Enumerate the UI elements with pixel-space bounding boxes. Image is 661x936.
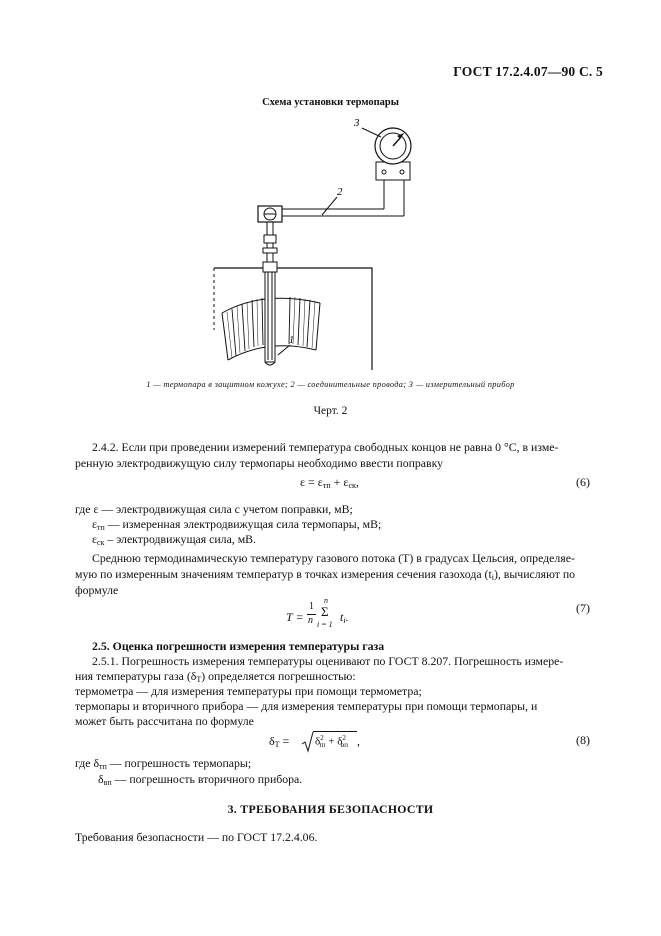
where-epsilon-sk: $\varepsilon_{ск}$ – электродвижущая сила, мВ. bbox=[92, 532, 256, 547]
where-epsilon-tp: $\varepsilon_{тп}$ — измеренная электродвижущая сила термопары, мВ; bbox=[92, 517, 382, 532]
equation-7-number: (7) bbox=[576, 601, 590, 615]
para-2-5-1-line1: 2.5.1. Погрешность измерения температуры оценивают по ГОСТ 8.207. Погрешность измере- bbox=[92, 654, 564, 668]
figure-number: Черт. 2 bbox=[313, 405, 348, 417]
thermocouple-diagram bbox=[0, 0, 661, 380]
equation-8-number: (8) bbox=[576, 733, 590, 747]
equation-6-number: (6) bbox=[576, 475, 590, 489]
figure-title: Схема установки термопары bbox=[262, 97, 399, 108]
para-2-4-2-line2: ренную электродвижущую силу термопары необходимо ввести поправку bbox=[75, 456, 444, 470]
para-2-4-2-line1: 2.4.2. Если при проведении измерений температура свободных концов не равна 0 °С, в изме- bbox=[92, 440, 559, 454]
where-epsilon: где ε — электродвижущая сила с учетом поправки, мВ; bbox=[75, 502, 353, 516]
para-2-5-1-line3: термометра — для измерения температуры при помощи термометра; bbox=[75, 684, 422, 698]
figure-caption: 1 — термопара в защитном кожухе; 2 — соединительные провода; 3 — измерительный прибор bbox=[146, 380, 515, 389]
para-mean-temp-2: мую по измеренным значениям температур в точках измерения сечения газохода $(t_i)$, вычисляют по bbox=[75, 567, 576, 582]
label-2: 2 bbox=[337, 186, 343, 198]
where-delta-vp: $\delta_{вп}$ — погрешность вторичного прибора. bbox=[98, 772, 303, 787]
section-2-5-heading: 2.5. Оценка погрешности измерения температуры газа bbox=[92, 639, 385, 653]
equation-8: $\delta_Т$ = $\delta^2_{тп} + \delta^2_{вп}$ , bbox=[269, 731, 379, 755]
equation-7: T = 1 n n Σ i = 1 $t_i$. bbox=[286, 596, 349, 629]
para-2-5-1-line4: термопары и вторичного прибора — для измерения температуры при помощи термопары, и bbox=[75, 699, 538, 713]
para-2-5-1-line2: ния температуры газа $(\delta_Т)$ определяется погрешностью: bbox=[75, 669, 356, 684]
equation-6: $\varepsilon = \varepsilon_{тп} + \varepsilon_{ск}$, bbox=[300, 475, 359, 490]
para-2-5-1-line5: может быть рассчитана по формуле bbox=[75, 714, 254, 728]
where-delta-tp: где $\delta_{тп}$ — погрешность термопары; bbox=[75, 756, 252, 771]
label-1: 1 bbox=[289, 335, 294, 346]
section-3-text: Требования безопасности — по ГОСТ 17.2.4.06. bbox=[75, 830, 318, 844]
page-header: ГОСТ 17.2.4.07—90 С. 5 bbox=[453, 64, 603, 79]
para-mean-temp-1: Среднюю термодинамическую температуру газового потока (T) в градусах Цельсия, определяе- bbox=[92, 551, 575, 565]
section-3-heading: 3. ТРЕБОВАНИЯ БЕЗОПАСНОСТИ bbox=[227, 802, 434, 816]
para-mean-temp-3: формуле bbox=[75, 583, 119, 597]
label-3: 3 bbox=[354, 117, 360, 129]
